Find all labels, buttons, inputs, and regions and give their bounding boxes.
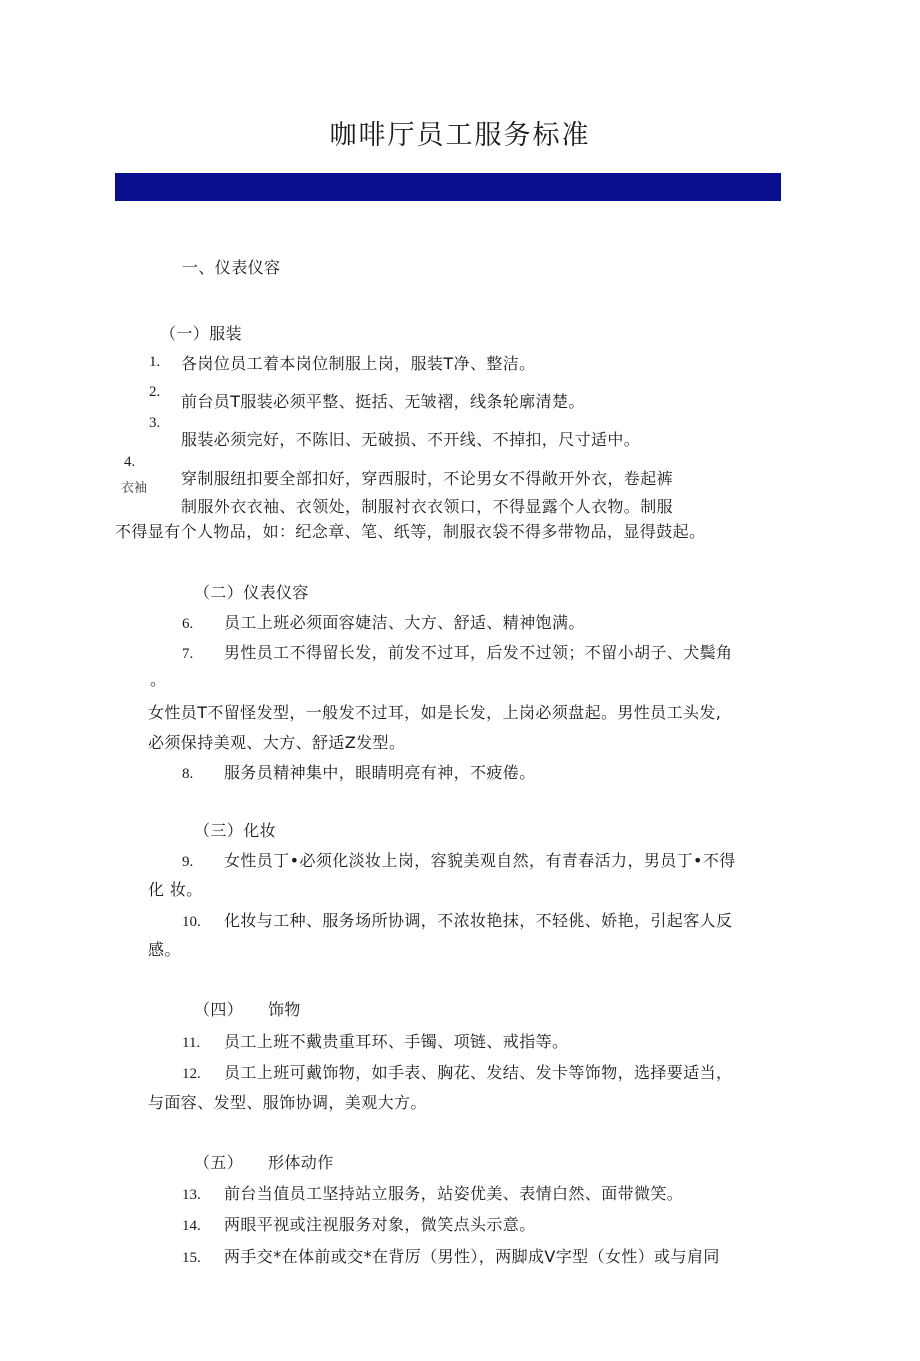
item-number: 9. — [182, 854, 194, 870]
item-number: 15. — [182, 1250, 201, 1266]
item-number: 10. — [182, 914, 201, 930]
subsection-heading: （一）服装 — [160, 324, 243, 343]
subsection-heading: 形体动作 — [268, 1153, 334, 1172]
item-text: 各岗位员工着本岗位制服上岗，服装T净、整洁。 — [181, 354, 536, 373]
item-number: 3. — [149, 415, 161, 431]
item-text: 穿制服纽扣要全部扣好，穿西服时，不论男女不得敞开外衣，卷起裤 — [181, 469, 674, 488]
item-text-continuation: 化 妆。 — [148, 880, 203, 899]
item-number: 8. — [182, 766, 194, 782]
item-number: 1. — [149, 354, 161, 370]
item-text-continuation: 不得显有个人物品，如：纪念章、笔、纸等，制服衣袋不得多带物品，显得鼓起。 — [115, 522, 706, 541]
overlapped-text-fragment: 衣袖 — [121, 481, 148, 496]
item-number: 14. — [182, 1218, 201, 1234]
item-text-continuation: 女性员T不留怪发型，一般发不过耳，如是长发，上岗必须盘起。男性员工头发, — [148, 703, 722, 722]
item-text: 两眼平视或注视服务对象，微笑点头示意。 — [224, 1215, 536, 1234]
item-text: 女性员丁•必须化淡妆上岗，容貌美观自然，有青春活力，男员丁•不得 — [224, 851, 736, 870]
item-text-continuation: 与面容、发型、服饰协调，美观大方。 — [148, 1093, 427, 1112]
item-text: 员工上班不戴贵重耳环、手镯、项链、戒指等。 — [224, 1032, 569, 1051]
item-number: 7. — [182, 646, 194, 662]
item-text: 员工上班可戴饰物，如手表、胸花、发结、发卡等饰物，选择要适当， — [224, 1063, 733, 1082]
item-text: 两手交*在体前或交*在背厉（男性），两脚成V字型（女性）或与肩同 — [224, 1247, 720, 1266]
section-heading: 一、仪表仪容 — [182, 258, 281, 277]
item-text: 员工上班必须面容婕洁、大方、舒适、精神饱满。 — [224, 613, 585, 632]
item-number: 6. — [182, 616, 194, 632]
subsection-heading-label: （四） — [194, 1000, 244, 1019]
item-text: 前台员T服装必须平整、挺括、无皱褶，线条轮廓清楚。 — [181, 392, 585, 411]
item-number: 11. — [182, 1035, 201, 1051]
item-text: 男性员工不得留长发，前发不过耳，后发不过领；不留小胡子、犬鬓角 — [224, 643, 733, 662]
subsection-heading: 饰物 — [268, 1000, 301, 1019]
document-title: 咖啡厅员工服务标准 — [329, 120, 591, 151]
item-number: 4. — [124, 454, 136, 470]
item-number: 13. — [182, 1187, 201, 1203]
item-text: 服装必须完好，不陈旧、无破损、不开线、不掉扣，尺寸适中。 — [181, 430, 641, 449]
item-text: 制服外衣衣袖、衣领处，制服衬衣衣领口，不得显露个人衣物。制服 — [181, 497, 674, 516]
item-number: 12. — [182, 1066, 201, 1082]
item-text-continuation: 感。 — [148, 940, 181, 959]
item-text-continuation: 必须保持美观、大方、舒适Z发型。 — [148, 733, 406, 752]
item-text: 服务员精神集中，眼睛明亮有神，不疲倦。 — [224, 763, 536, 782]
item-text: 化妆与工种、服务场所协调，不浓妆艳抹，不轻佻、娇艳，引起客人反 — [224, 911, 733, 930]
item-number: 2. — [149, 384, 161, 400]
subsection-heading: （二）仪表仪容 — [194, 583, 309, 602]
item-text: 前台当值员工坚持站立服务，站姿优美、表情白然、面带微笑。 — [224, 1184, 684, 1203]
subsection-heading-label: （五） — [194, 1153, 244, 1172]
title-underline-bar — [115, 173, 781, 201]
subsection-heading: （三）化妆 — [194, 821, 277, 840]
item-text-continuation: 。 — [150, 670, 167, 689]
